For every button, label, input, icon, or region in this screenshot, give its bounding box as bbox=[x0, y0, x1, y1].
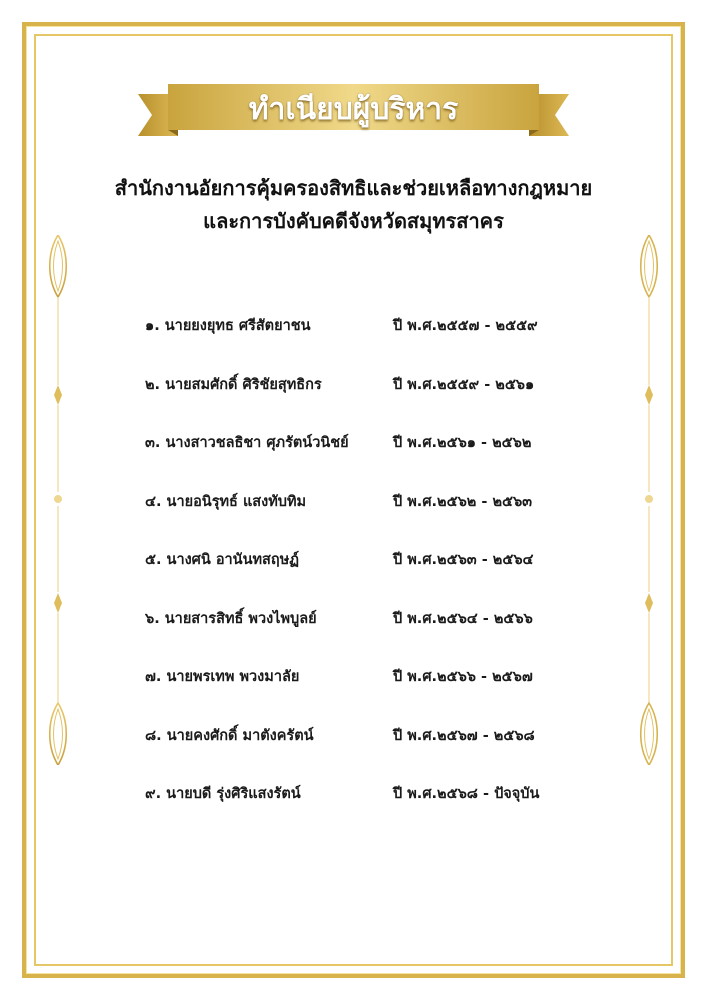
executive-name: ๗. นายพรเทพ พวงมาลัย bbox=[145, 669, 300, 685]
executive-term: ปี พ.ศ.๒๕๖๗ - ๒๕๖๘ bbox=[393, 727, 535, 744]
executive-name: ๑. นายยงยุทธ ศรีสัตยาชน bbox=[145, 318, 311, 334]
executive-name: ๖. นายสารสิทธิ์ พวงไพบูลย์ bbox=[145, 610, 317, 627]
list-item bbox=[145, 431, 575, 490]
executive-term: ปี พ.ศ.๒๕๕๙ - ๒๕๖๑ bbox=[393, 376, 535, 393]
list-item bbox=[145, 607, 575, 666]
left-leaf-ornament-icon bbox=[45, 235, 71, 765]
list-item bbox=[145, 782, 575, 841]
executive-name: ๔. นายอนิรุทธ์ แสงทับทิม bbox=[145, 493, 307, 510]
list-item bbox=[145, 373, 575, 432]
list-item bbox=[145, 490, 575, 549]
executive-name: ๒. นายสมศักดิ์ ศิริชัยสุทธิกร bbox=[145, 376, 322, 393]
right-leaf-ornament-icon bbox=[636, 235, 662, 765]
executive-name: ๙. นายบดี รุ่งศิริแสงรัตน์ bbox=[145, 786, 301, 802]
executive-term: ปี พ.ศ.๒๕๖๑ - ๒๕๖๒ bbox=[393, 435, 532, 451]
list-item bbox=[145, 548, 575, 607]
executive-name: ๓. นางสาวชลธิชา ศุภรัตน์วนิชย์ bbox=[145, 435, 349, 451]
executive-list bbox=[145, 314, 575, 841]
executive-term: ปี พ.ศ.๒๕๖๒ - ๒๕๖๓ bbox=[393, 493, 533, 510]
executive-term: ปี พ.ศ.๒๕๖๔ - ๒๕๖๖ bbox=[393, 610, 533, 627]
executive-name: ๘. นายคงศักดิ์ มาตังครัตน์ bbox=[145, 727, 314, 744]
list-item bbox=[145, 724, 575, 783]
title-ribbon bbox=[138, 80, 569, 146]
organization-line-1: สำนักงานอัยการคุ้มครองสิทธิและช่วยเหลือทางกฎหมาย bbox=[114, 176, 593, 200]
organization-name bbox=[40, 172, 667, 238]
organization-line-2: และการบังคับคดีจังหวัดสมุทรสาคร bbox=[203, 209, 504, 233]
executive-term: ปี พ.ศ.๒๕๕๗ - ๒๕๕๙ bbox=[393, 318, 538, 334]
executive-term: ปี พ.ศ.๒๕๖๓ - ๒๕๖๔ bbox=[393, 552, 534, 568]
executive-name: ๕. นางศนิ อานันทสฤษฏ์ bbox=[145, 552, 299, 568]
executive-term: ปี พ.ศ.๒๕๖๖ - ๒๕๖๗ bbox=[393, 669, 533, 685]
executive-term: ปี พ.ศ.๒๕๖๘ - ปัจจุบัน bbox=[393, 786, 540, 802]
page-title: ทำเนียบผู้บริหาร bbox=[248, 92, 459, 127]
list-item bbox=[145, 314, 575, 373]
list-item bbox=[145, 665, 575, 724]
